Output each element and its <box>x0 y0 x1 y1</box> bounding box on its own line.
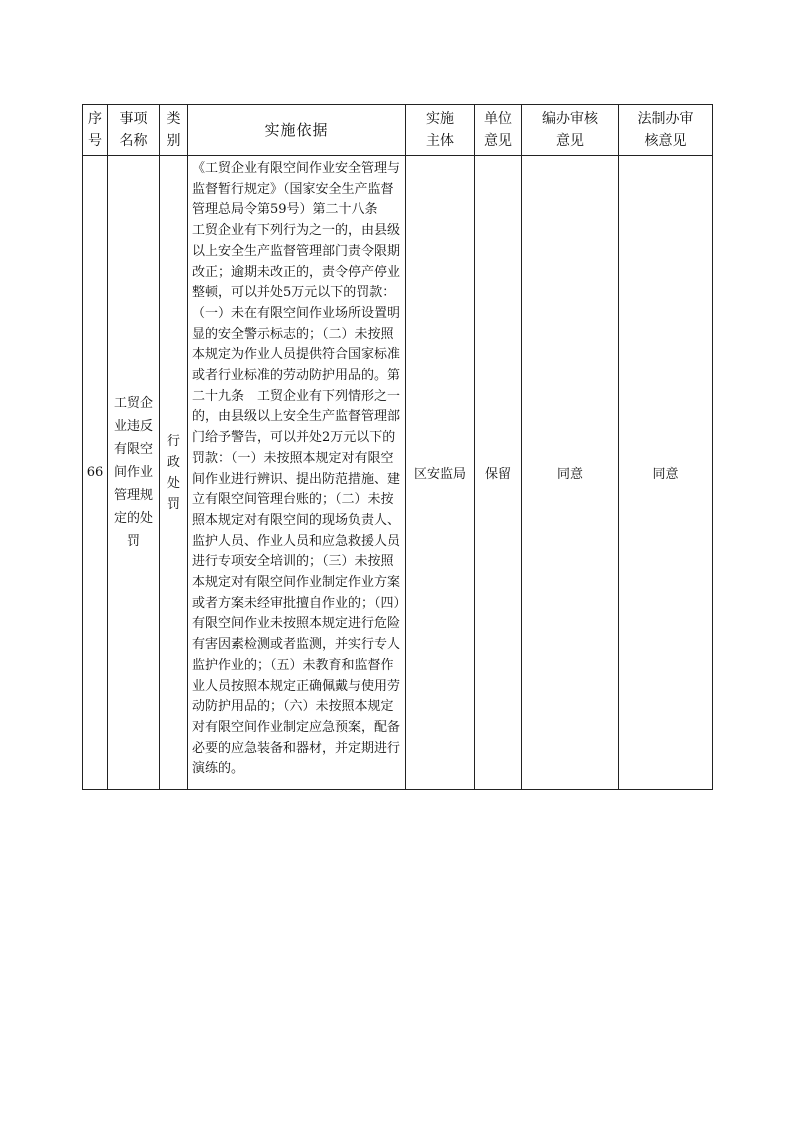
approval-table <box>82 104 713 790</box>
item-name-text: 工贸企业违反有限空间作业管理规定的处罚 <box>113 396 153 549</box>
header-basis: 实施依据 <box>188 105 406 156</box>
cell-category <box>160 156 188 790</box>
header-unit-opinion: 单位意见 <box>475 105 522 156</box>
header-seq: 序号 <box>83 105 108 156</box>
header-legal-opinion: 法制办审核意见 <box>619 105 713 156</box>
cell-seq: 66 <box>83 156 108 790</box>
cell-basis <box>188 156 406 790</box>
table-row <box>83 156 713 790</box>
cell-legal-opinion: 同意 <box>619 156 713 790</box>
cell-unit-opinion: 保留 <box>475 156 522 790</box>
header-category: 类别 <box>160 105 188 156</box>
cell-item-name <box>108 156 160 790</box>
header-staffing-opinion: 编办审核意见 <box>522 105 619 156</box>
header-item-name: 事项名称 <box>108 105 160 156</box>
category-text: 行政处罚 <box>166 433 180 512</box>
cell-staffing-opinion: 同意 <box>522 156 619 790</box>
basis-text: 《工贸企业有限空间作业安全管理与监督暂行规定》（国家安全生产监督管理总局令第59号）第二十八条 工贸企业有下列行为之一的，由县级以上安全生产监督管理部门责令限期改正；逾期未改正的，责令停产停业整顿，可以并处5万元以下的罚款：（一）未在有限空间作业场所设置明显的安全警示标志的；（二）未按照本规定为作业人员提供符合国家标准或者行业标准的劳动防护用品的。第二十九条 工贸企业有下列情形之一的，由县级以上安全生产监督管理部门给予警告，可以并处2万元以下的罚款：（一）未按照本规定对有限空间作业进行辨识、提出防范措施、建立有限空间管理台账的；（二）未按照本规定对有限空间的现场负责人、监护人员、作业人员和应急救援人员进行专项安全培训的；（三）未按照本规定对有限空间作业制定作业方案或者方案未经审批擅自作业的；（四）有限空间作业未按照本规定进行危险有害因素检测或者监测，并实行专人监护作业的；（五）未教育和监督作业人员按照本规定正确佩戴与使用劳动防护用品的；（六）未按照本规定对有限空间作业制定应急预案，配备必要的应急装备和器材，并定期进行演练的。 <box>192 161 401 777</box>
cell-subject: 区安监局 <box>406 156 475 790</box>
table-header-row <box>83 105 713 156</box>
header-subject: 实施主体 <box>406 105 475 156</box>
